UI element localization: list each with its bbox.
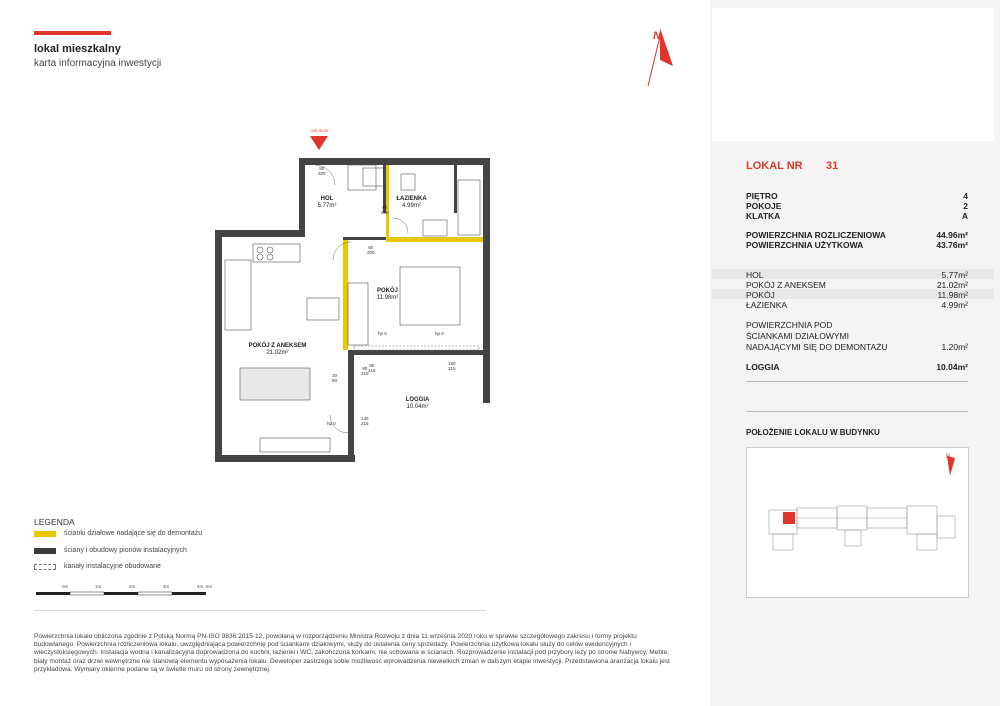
divider	[746, 411, 968, 412]
legend-item: kanały instalacyjne obudowane	[34, 563, 161, 570]
scale-tick: 5m	[206, 584, 213, 589]
info-room-row: POKÓJ 11.98m²	[746, 290, 968, 300]
scale-tick: 1m	[95, 584, 102, 589]
north-arrow-icon	[640, 22, 680, 92]
info-room-row: POKÓJ Z ANEKSEM 21.02m²	[746, 280, 968, 290]
info-row-klatka: KLATKA A	[746, 211, 968, 221]
room-label-loggia: LOGGIA 10.04m²	[405, 397, 430, 410]
info-row-rozliczeniowa: POWIERZCHNIA ROZLICZENIOWA 44.96m²	[746, 230, 968, 240]
page-subtitle: karta informacyjna inwestycji	[34, 58, 162, 69]
floor-plan-drawing	[215, 120, 495, 465]
room-label-pokoj-aneks: POKÓJ Z ANEKSEM 21.02m²	[248, 343, 307, 356]
dim-label: 80 200	[381, 205, 389, 215]
scale-tick: 4m	[197, 584, 204, 589]
dim-label: hp 0	[435, 331, 444, 336]
dim-label: hp 0	[378, 331, 387, 336]
scale-tick: 0m	[62, 584, 69, 589]
legend-swatch-dark	[34, 548, 56, 554]
divider	[746, 381, 968, 382]
scale-bar	[34, 580, 214, 600]
scale-tick: 3m	[163, 584, 170, 589]
entrance-label: WEJŚCIE	[311, 128, 329, 133]
brand-red-bar	[34, 31, 111, 35]
disclaimer-text: Powierzchnia lokalu obliczona zgodnie z Polską Normą PN-ISO 9836:2015-12, powołaną w rozporządzeniu Ministra Rozwoju z dnia 11 września 2020 roku w sprawie szczegółowego zakresu i formy projektu budowlanego. Powierzchnia rozliczeniowa lokalu, uwzględniająca powierzchnię pod ściankami działowymi, służy do ustalenia ceny sprzedaży. Powierzchnia użytkowa lokalu służy do celów ewidencyjnych i wieczystoksięgowych. Instalacja wodna i kanalizacyjna doprowadzona do kuchni, łazienki i WC, zakończona korkami, nie schowana w ścianach. Rozprowadzenie instalacji pod przybory leży po stronie Nabywcy. Meble, biały montaż oraz drzwi wewnętrzne nie stanowią elementu wyposażenia lokalu. Deweloper zastrzega sobie możliwość wprowadzenia niewielkich zmian w dalszym etapie inwestycji. Przedstawiona aranżacja lokalu jest przykładowa. Wymiary okienne podane są w świetle muru od strony zewnętrznej.	[34, 633, 670, 673]
info-panel-header-box	[712, 8, 994, 141]
info-room-row: ŁAZIENKA 4.99m²	[746, 300, 968, 310]
building-location-title: POŁOŻENIE LOKALU W BUDYNKU	[746, 428, 880, 437]
building-minimap	[746, 447, 969, 598]
page-title: lokal mieszkalny	[34, 43, 121, 55]
dim-label: 140 215	[361, 416, 369, 426]
scale-tick: 2m	[129, 584, 136, 589]
dim-label: 90 200	[318, 166, 326, 176]
legend-swatch-yellow	[34, 531, 56, 537]
dim-label: 90 215	[368, 363, 376, 373]
room-label-hol: HOL 5.77m²	[317, 196, 337, 209]
info-row-loggia: LOGGIA 10.04m²	[746, 362, 968, 372]
info-row-pokoje: POKOJE 2	[746, 201, 968, 211]
north-label: N	[653, 30, 661, 42]
dim-label: 10 90	[332, 373, 338, 383]
legend-title: LEGENDA	[34, 517, 75, 527]
building-outline-drawing	[747, 448, 968, 597]
dim-label: hp 0	[327, 421, 336, 426]
room-label-pokoj: POKÓJ 11.98m²	[376, 288, 399, 301]
dim-label: 150 215	[448, 361, 456, 371]
room-label-lazienka: ŁAZIENKA 4.99m²	[396, 196, 427, 209]
lokal-label: LOKAL NR	[746, 160, 803, 172]
legend-swatch-dashed	[34, 564, 56, 570]
legend-item: ściany i obudowy pionów instalacyjnych	[34, 547, 187, 554]
lokal-position-marker	[783, 512, 795, 524]
info-row-uzytkowa: POWIERZCHNIA UŻYTKOWA 43.76m²	[746, 240, 968, 250]
minimap-north-label: N	[946, 454, 951, 460]
info-row-pietro: PIĘTRO 4	[746, 191, 968, 201]
divider	[34, 610, 486, 611]
scianki-label: POWIERZCHNIA POD ŚCIANKAMI DZIAŁOWYMI NADAJĄCYMI SIĘ DO DEMONTAŻU	[746, 320, 888, 352]
legend-item: ścianki działowe nadające się do demontażu	[34, 530, 202, 537]
dim-label: 80 215	[361, 366, 369, 376]
floor-plan	[215, 120, 495, 465]
scianki-value-row: 1.20m²	[941, 342, 968, 352]
entrance-marker-icon	[310, 136, 328, 150]
dim-label: 80 200	[367, 245, 375, 255]
info-room-row: HOL 5.77m²	[746, 270, 968, 280]
lokal-number: 31	[826, 160, 839, 172]
